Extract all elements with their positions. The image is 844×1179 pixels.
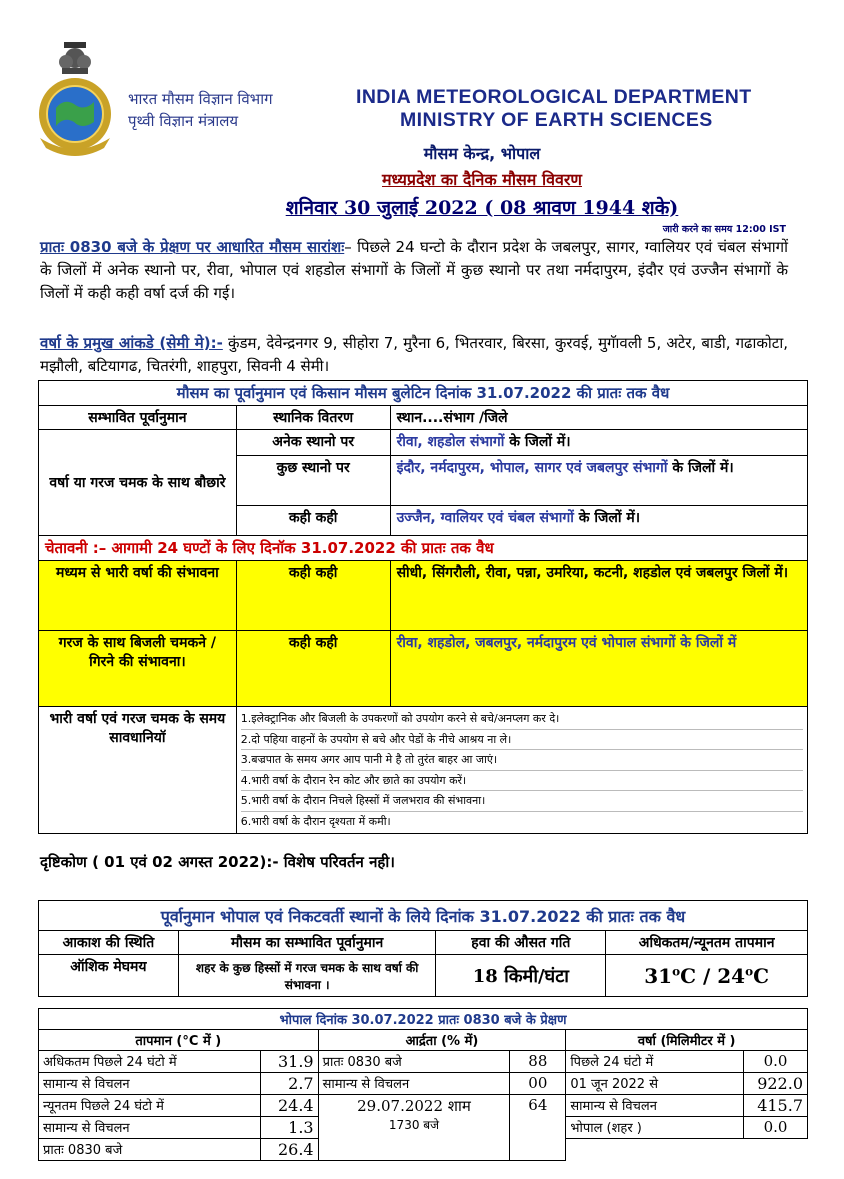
- summary-label: प्रातः 0830 बजे के प्रेक्षण पर आधारित मौसम सारांशः: [40, 238, 345, 256]
- header-forecast: सम्भावित पूर्वानुमान: [39, 406, 237, 430]
- humidity-header: आर्द्रता (% में): [318, 1030, 566, 1051]
- temp-value: 24.4: [260, 1095, 318, 1117]
- weather-summary: [40, 236, 788, 305]
- hum-value: 88: [510, 1051, 566, 1073]
- temp-value: 31.9: [260, 1051, 318, 1073]
- forecast-title: मौसम का पूर्वानुमान एवं किसान मौसम बुलेटिन दिनांक 31.07.2022 की प्रातः तक वैध: [39, 381, 808, 406]
- place-cell: उज्जैन, ग्वालियर एवं चंबल संभागों के जिलों में।: [390, 506, 807, 536]
- dist-cell: अनेक स्थानो पर: [236, 430, 390, 456]
- temp-label: न्यूनतम पिछले 24 घंटो में: [39, 1095, 261, 1117]
- rainfall-text: कुंडम, देवेन्द्रनगर 9, सीहोरा 7, मुरैना 6, भितरवार, बिरसा, कुरवई, मुगॅावली 5, अटेर, बाडी, गढाकोटा, मझौली, बटियागढ, चितरंगी, शाहपुरा, सिवनी 4 सेमी।: [40, 334, 789, 375]
- rain-value: 0.0: [744, 1117, 808, 1139]
- issue-time: जारी करने का समय 12:00 IST: [662, 224, 786, 235]
- list-item: 1.इलेक्ट्रानिक और बिजली के उपकरणों को उपयोग करने से बचे/अनप्लग कर दे।: [241, 709, 803, 730]
- warning-places: सीधी, सिंगरौली, रीवा, पन्ना, उमरिया, कटनी, शहडोल एवं जबलपुर जिलों में।: [390, 561, 807, 631]
- warning-type: गरज के साथ बिजली चमकने / गिरने की संभावना।: [39, 631, 237, 707]
- temp-label: सामान्य से विचलन: [39, 1073, 261, 1095]
- temp-label: अधिकतम पिछले 24 घंटो में: [39, 1051, 261, 1073]
- list-item: 3.बज्रपात के समय अगर आप पानी मे है तो तुरंत बाहर आ जाएं।: [241, 750, 803, 771]
- rain-value: 922.0: [744, 1073, 808, 1095]
- summary-text: – पिछले 24 घन्टो के दौरान प्रदेश के जबलपुर, सागर, ग्वालियर एवं चंबल संभागों के जिलों में अनेक स्थानो पर, रीवा, भोपाल एवं शहडोल संभागों के जिलों में कुछ स्थानो पर तथा नर्मदापुरम, इंदौर एवं उज्जैन संभागों के जिलों में कही कही वर्षा दर्ज की गई।: [40, 238, 788, 302]
- dist-cell: कुछ स्थानो पर: [236, 456, 390, 506]
- report-title: मध्यप्रदेश का दैनिक मौसम विवरण: [381, 170, 582, 189]
- rain-value: 415.7: [744, 1095, 808, 1117]
- header-distribution: स्थानिक वितरण: [236, 406, 390, 430]
- bhopal-observation-table: [38, 1008, 808, 1161]
- rainfall-label: वर्षा के प्रमुख आंकडे (सेमी मे):-: [40, 334, 223, 352]
- header-wind: हवा की औसत गति: [436, 931, 606, 955]
- page-header: [0, 0, 844, 160]
- place-cell: इंदौर, नर्मदापुरम, भोपाल, सागर एवं जबलपुर संभागों के जिलों में।: [390, 456, 807, 506]
- rain-label: सामान्य से विचलन: [566, 1095, 744, 1117]
- precautions-list: [236, 707, 807, 834]
- wind-value: 18 किमी/घंटा: [436, 955, 606, 997]
- rain-label: भोपाल (शहर ): [566, 1117, 744, 1139]
- report-date: शनिवार 30 जुलाई 2022 ( 08 श्रावण 1944 शके): [285, 197, 679, 219]
- warning-dist: कही कही: [236, 561, 390, 631]
- temp-label: प्रातः 0830 बजे: [39, 1139, 261, 1161]
- temp-header: तापमान (°C में ): [39, 1030, 319, 1051]
- hum-label: सामान्य से विचलन: [318, 1073, 510, 1095]
- forecast-main-label: वर्षा या गरज चमक के साथ बौछारे: [39, 430, 237, 536]
- header-places: स्थान....संभाग /जिले: [390, 406, 807, 430]
- warning-title: चेतावनी :– आगामी 24 घण्टों के लिए दिनॉक 31.07.2022 की प्रातः तक वैध: [39, 536, 808, 561]
- weather-value: शहर के कुछ हिस्सों में गरज चमक के साथ वर्षा की संभावना ।: [178, 955, 436, 997]
- list-item: 6.भारी वर्षा के दौरान दृश्यता में कमी।: [240, 814, 391, 828]
- list-item: 4.भारी वर्षा के दौरान रेन कोट और छाते का उपयोग करें।: [241, 771, 803, 792]
- header-temp: अधिकतम/न्यूनतम तापमान: [606, 931, 808, 955]
- hum-label: 29.07.2022 शाम 1730 बजे: [318, 1095, 510, 1161]
- hum-label: प्रातः 0830 बजे: [318, 1051, 510, 1073]
- warning-places: रीवा, शहडोल, जबलपुर, नर्मदापुरम एवं भोपाल संभागों के जिलों में: [390, 631, 807, 707]
- list-item: 2.दो पहिया वाहनों के उपयोग से बचे और पेडों के नीचे आश्रय ना ले।: [241, 730, 803, 751]
- dist-cell: कही कही: [236, 506, 390, 536]
- warning-dist: कही कही: [236, 631, 390, 707]
- precaution-label: भारी वर्षा एवं गरज चमक के समय सावधानियॉ: [39, 707, 237, 834]
- english-department-name: INDIA METEOROLOGICAL DEPARTMENT MINISTRY OF EARTH SCIENCES: [356, 86, 752, 131]
- rain-label: 01 जून 2022 से: [566, 1073, 744, 1095]
- rain-header: वर्षा (मिलिमीटर में ): [566, 1030, 808, 1051]
- forecast-table: [38, 380, 808, 834]
- centre-name: मौसम केन्द्र, भोपाल: [423, 144, 541, 163]
- hindi-department-name: भारत मौसम विज्ञान विभाग पृथ्वी विज्ञान मंत्रालय: [128, 90, 273, 130]
- rainfall-figures: [40, 332, 788, 378]
- bhopal-forecast-table: [38, 900, 808, 997]
- hum-value: 64: [510, 1095, 566, 1161]
- warning-type: मध्यम से भारी वर्षा की संभावना: [39, 561, 237, 631]
- temp-value: 2.7: [260, 1073, 318, 1095]
- hum-value: 00: [510, 1073, 566, 1095]
- temp-value: 26.4: [260, 1139, 318, 1161]
- temp-label: सामान्य से विचलन: [39, 1117, 261, 1139]
- place-cell: रीवा, शहडोल संभागों के जिलों में।: [390, 430, 807, 456]
- bhopal-forecast-title: पूर्वानुमान भोपाल एवं निकटवर्ती स्थानों के लिये दिनांक 31.07.2022 की प्रातः तक वैध: [39, 901, 808, 931]
- observation-title: भोपाल दिनांक 30.07.2022 प्रातः 0830 बजे के प्रेक्षण: [39, 1009, 808, 1030]
- temp-value: 31$^o$C / 24$^o$C: [606, 955, 808, 997]
- rain-label: पिछले 24 घंटो में: [566, 1051, 744, 1073]
- header-weather: मौसम का सम्भावित पूर्वानुमान: [178, 931, 436, 955]
- temp-value: 1.3: [260, 1117, 318, 1139]
- empty-cell: [566, 1139, 808, 1161]
- list-item: 5.भारी वर्षा के दौरान निचले हिस्सों में जलभराव की संभावना।: [241, 791, 803, 812]
- rain-value: 0.0: [744, 1051, 808, 1073]
- sky-value: ऑशिक मेघमय: [39, 955, 179, 997]
- outlook: दृष्टिकोण ( 01 एवं 02 अगस्त 2022):- विशेष परिवर्तन नही।: [40, 853, 395, 871]
- header-sky: आकाश की स्थिति: [39, 931, 179, 955]
